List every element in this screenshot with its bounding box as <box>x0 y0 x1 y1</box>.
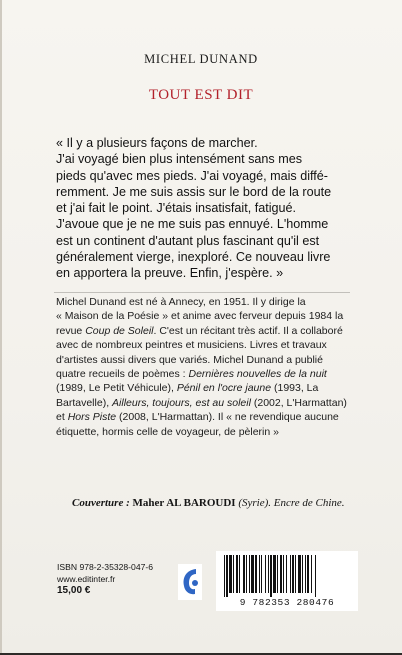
bio-line: « Maison de la Poésie » et anime avec ferveur depuis 1984 la <box>56 310 344 323</box>
barcode-bar <box>311 555 312 593</box>
bio-line: avec de nombreux peintres et musiciens. Livres et travaux <box>56 339 327 352</box>
bio-work-title: Coup de Soleil <box>85 324 154 337</box>
barcode-bar <box>305 555 306 593</box>
bio-line: d'artistes aussi divers que variés. Michel Dunand a publié <box>56 353 323 366</box>
isbn-number: ISBN 978-2-35328-047-6 <box>57 562 154 572</box>
quote-line: J'avoue que je ne me suis pas ennuyé. L'homme <box>56 217 329 232</box>
bio-text: Bartavelle), <box>56 396 113 409</box>
quote-line: et j'ai fait le point. J'étais insatisfait, fatigué. <box>56 201 297 216</box>
isbn-barcode <box>216 551 358 611</box>
bio-text: et <box>56 411 68 424</box>
barcode-bar <box>283 555 284 593</box>
barcode-bar <box>251 555 254 593</box>
barcode-bar <box>233 555 234 593</box>
author-biography <box>56 295 350 439</box>
bio-line: Michel Dunand est né à Annecy, en 1951. Il y dirige la <box>56 296 306 308</box>
blurb-quote <box>56 135 350 282</box>
publisher-logo-icon <box>178 564 202 600</box>
barcode-bar <box>280 555 282 593</box>
barcode-bars <box>222 555 352 597</box>
bio-line <box>56 324 350 338</box>
barcode-bar <box>270 555 272 597</box>
barcode-bar <box>307 555 309 593</box>
bio-work-title: Dernières nouvelles de la nuit <box>188 368 327 381</box>
barcode-bar <box>277 555 278 593</box>
bio-text: . C'est un récitant très actif. Il a collaboré <box>153 324 343 337</box>
barcode-bar <box>246 555 247 593</box>
cover-credit <box>72 497 362 509</box>
quote-line: « Il y a plusieurs façons de marcher. <box>56 136 258 150</box>
barcode-bar <box>290 555 291 593</box>
bio-work-title: Hors Piste <box>67 411 117 424</box>
bio-work-title: Ailleurs, toujours, est au soleil <box>112 396 251 409</box>
barcode-bar <box>243 555 245 593</box>
bio-line <box>56 410 350 424</box>
bio-text: (2002, L'Harmattan) <box>250 396 347 409</box>
barcode-bar <box>286 555 287 593</box>
barcode-bar <box>295 555 296 593</box>
barcode-bar <box>255 555 257 593</box>
barcode-bar <box>239 555 240 593</box>
section-divider <box>54 292 350 293</box>
publication-info <box>57 561 153 598</box>
bio-work-title: Pénil en l'ocre jaune <box>176 382 272 395</box>
quote-line: remment. Je me suis assis sur le bord de la route <box>56 184 332 199</box>
barcode-bar <box>261 555 262 593</box>
barcode-bar <box>273 555 276 593</box>
bio-line <box>56 367 350 381</box>
barcode-bar <box>292 555 294 593</box>
bio-line <box>56 381 350 395</box>
quote-line: est un continent d'autant plus fascinant qu'il est <box>56 233 320 248</box>
barcode-bar <box>226 555 228 597</box>
barcode-bar <box>265 555 266 593</box>
barcode-bar <box>298 555 301 593</box>
bio-text: (1989, Le Petit Véhicule), <box>56 382 177 395</box>
barcode-bar <box>259 555 260 593</box>
cover-credit-label: Couverture : <box>72 497 130 509</box>
barcode-bar <box>249 555 250 593</box>
quote-line: J'ai voyagé bien plus intensément sans mes <box>56 152 303 167</box>
barcode-digits: 9 782353 280476 <box>239 597 335 608</box>
barcode-bar <box>268 555 269 593</box>
barcode-bar <box>224 555 225 597</box>
cover-credit-details: (Syrie). Encre de Chine. <box>235 497 345 509</box>
barcode-bar <box>229 555 232 593</box>
cover-artist: Maher AL BAROUDI <box>132 497 236 509</box>
bio-text: quatre recueils de poèmes : <box>56 368 189 381</box>
bio-text: (1993, La <box>271 382 319 395</box>
bio-line <box>56 396 350 410</box>
barcode-bar <box>236 555 238 593</box>
bio-text: revue <box>56 324 86 337</box>
publisher-website: www.editinter.fr <box>57 574 116 585</box>
quote-line: généralement vierge, inexploré. Ce nouveau livre <box>56 250 331 265</box>
bio-text: (2008, L'Harmattan). Il « ne revendique aucune <box>116 411 339 424</box>
book-price: 15,00 € <box>57 585 91 597</box>
quote-line: en apportera la preuve. Enfin, j'espère. » <box>56 266 284 281</box>
bio-line: étiquette, hormis celle de voyageur, de pèlerin » <box>56 425 279 438</box>
barcode-bar <box>302 555 303 593</box>
barcode-bar <box>315 555 316 597</box>
author-name: MICHEL DUNAND <box>144 52 258 66</box>
book-title: TOUT EST DIT <box>148 87 254 103</box>
quote-line: pieds qu'avec mes pieds. J'ai voyagé, mais diffé- <box>56 168 328 183</box>
